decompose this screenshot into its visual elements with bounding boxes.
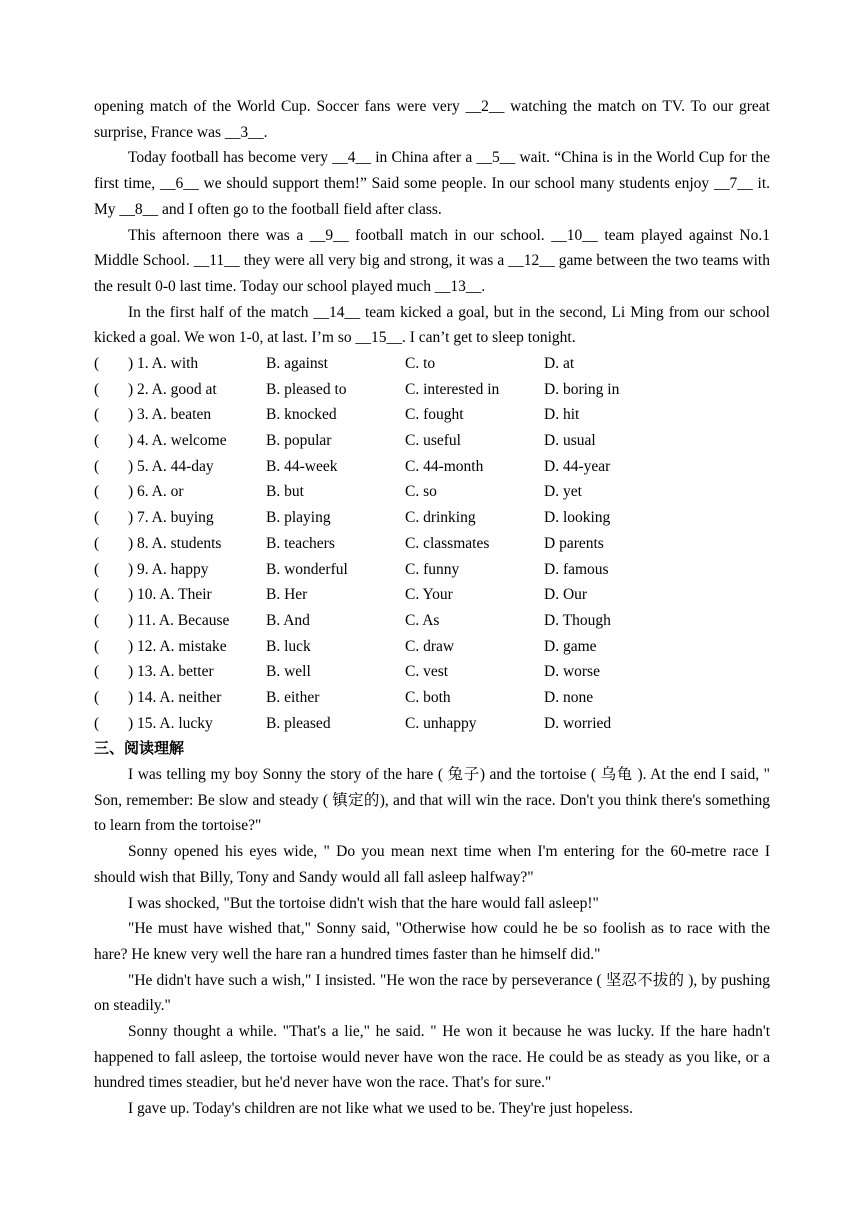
question-row bbox=[94, 634, 770, 660]
question-row bbox=[94, 608, 770, 634]
option-d: D. none bbox=[544, 688, 594, 706]
option-b: B. playing bbox=[266, 509, 331, 527]
option-d: D. usual bbox=[544, 432, 596, 450]
question-stem-option-a: ) 3. A. beaten bbox=[128, 406, 212, 424]
question-row bbox=[94, 659, 770, 685]
answer-blank[interactable]: ( bbox=[94, 611, 100, 629]
question-stem-option-a: ) 5. A. 44-day bbox=[128, 457, 214, 475]
reading-paragraph-4: "He must have wished that," Sonny said, "Otherwise how could he be so foolish as to race with the hare? He knew very well the hare ran a hundred times faster than he himself did." bbox=[94, 920, 770, 963]
reading-paragraph-7: I gave up. Today's children are not like what we used to be. They're just hopeless. bbox=[128, 1100, 633, 1118]
option-b: B. Her bbox=[266, 586, 308, 604]
question-stem-option-a: ) 13. A. better bbox=[128, 663, 214, 681]
question-row bbox=[94, 582, 770, 608]
option-c: C. unhappy bbox=[405, 714, 477, 732]
option-c: C. so bbox=[405, 483, 437, 501]
option-b: B. luck bbox=[266, 637, 311, 655]
answer-blank[interactable]: ( bbox=[94, 457, 100, 475]
option-b: B. pleased bbox=[266, 714, 331, 732]
option-d: D. worried bbox=[544, 714, 612, 732]
option-d: D. yet bbox=[544, 483, 582, 501]
reading-paragraph-1: I was telling my boy Sonny the story of the hare ( 兔子) and the tortoise ( 乌龟 ). At the end I said, " Son, remember: Be slow and steady ( 镇定的), and that will win the race. Don't you think there's something to learn from the tortoise?" bbox=[94, 766, 770, 835]
option-b: B. And bbox=[266, 611, 310, 629]
cloze-paragraph-2: Today football has become very __4__ in China after a __5__ wait. “China is in the World Cup for the first time, __6__ we should support them!” Said some people. In our school many students enjoy __7__ it. My __8__ and I often go to the football field after class. bbox=[94, 149, 770, 218]
section-title-reading: 三、阅读理解 bbox=[94, 739, 185, 758]
question-row bbox=[94, 531, 770, 557]
question-stem-option-a: ) 6. A. or bbox=[128, 483, 184, 501]
answer-blank[interactable]: ( bbox=[94, 560, 100, 578]
option-c: C. to bbox=[405, 355, 436, 373]
question-row bbox=[94, 454, 770, 480]
answer-blank[interactable]: ( bbox=[94, 586, 100, 604]
option-b: B. teachers bbox=[266, 534, 335, 552]
option-d: D. Though bbox=[544, 611, 611, 629]
cloze-question-list bbox=[94, 351, 770, 736]
answer-blank[interactable]: ( bbox=[94, 509, 100, 527]
option-b: B. against bbox=[266, 355, 328, 373]
answer-blank[interactable]: ( bbox=[94, 355, 100, 373]
option-c: C. funny bbox=[405, 560, 460, 578]
question-row bbox=[94, 428, 770, 454]
question-stem-option-a: ) 11. A. Because bbox=[128, 611, 230, 629]
question-stem-option-a: ) 14. A. neither bbox=[128, 688, 222, 706]
answer-blank[interactable]: ( bbox=[94, 534, 100, 552]
question-stem-option-a: ) 4. A. welcome bbox=[128, 432, 227, 450]
cloze-paragraph-3: This afternoon there was a __9__ football match in our school. __10__ team played against No.1 Middle School. __11__ they were all very big and strong, it was a __12__ game between the two teams with the result 0-0 last time. Today our school played much __13__. bbox=[94, 226, 770, 295]
option-b: B. but bbox=[266, 483, 304, 501]
cloze-passage bbox=[94, 94, 770, 351]
option-c: C. As bbox=[405, 611, 440, 629]
question-stem-option-a: ) 12. A. mistake bbox=[128, 637, 227, 655]
option-d: D. Our bbox=[544, 586, 588, 604]
question-row bbox=[94, 479, 770, 505]
option-c: C. both bbox=[405, 688, 451, 706]
option-d: D. 44-year bbox=[544, 457, 611, 475]
answer-blank[interactable]: ( bbox=[94, 663, 100, 681]
question-row bbox=[94, 377, 770, 403]
option-b: B. 44-week bbox=[266, 457, 338, 475]
reading-paragraph-3: I was shocked, "But the tortoise didn't wish that the hare would fall asleep!" bbox=[128, 894, 599, 912]
option-c: C. useful bbox=[405, 432, 461, 450]
option-d: D. game bbox=[544, 637, 597, 655]
reading-paragraph-2: Sonny opened his eyes wide, " Do you mean next time when I'm entering for the 60-metre race I should wish that Billy, Tony and Sandy would all fall asleep halfway?" bbox=[94, 843, 770, 886]
option-d: D. looking bbox=[544, 509, 611, 527]
question-row bbox=[94, 402, 770, 428]
option-d: D. famous bbox=[544, 560, 609, 578]
option-c: C. Your bbox=[405, 586, 453, 604]
reading-paragraph-5: "He didn't have such a wish," I insisted. "He won the race by perseverance ( 坚忍不拔的 ), by pushing on steadily." bbox=[94, 971, 770, 1015]
question-stem-option-a: ) 1. A. with bbox=[128, 355, 199, 373]
question-row bbox=[94, 685, 770, 711]
answer-blank[interactable]: ( bbox=[94, 380, 100, 398]
document-page bbox=[94, 94, 770, 1122]
reading-passage bbox=[94, 762, 770, 1122]
answer-blank[interactable]: ( bbox=[94, 483, 100, 501]
question-stem-option-a: ) 10. A. Their bbox=[128, 586, 212, 604]
option-c: C. drinking bbox=[405, 509, 476, 527]
option-d: D parents bbox=[544, 534, 604, 552]
option-c: C. classmates bbox=[405, 534, 490, 552]
answer-blank[interactable]: ( bbox=[94, 714, 100, 732]
option-d: D. at bbox=[544, 355, 575, 373]
question-stem-option-a: ) 15. A. lucky bbox=[128, 714, 213, 732]
answer-blank[interactable]: ( bbox=[94, 637, 100, 655]
reading-paragraph-6: Sonny thought a while. "That's a lie," he said. " He won it because he was lucky. If the hare hadn't happened to fall asleep, the tortoise would never have won the race. He could be as steady as you like, or a hundred times steadier, but he'd never have won the race. That's for sure." bbox=[94, 1023, 770, 1092]
option-c: C. draw bbox=[405, 637, 455, 655]
answer-blank[interactable]: ( bbox=[94, 406, 100, 424]
option-c: C. vest bbox=[405, 663, 449, 681]
question-stem-option-a: ) 9. A. happy bbox=[128, 560, 209, 578]
question-stem-option-a: ) 8. A. students bbox=[128, 534, 222, 552]
cloze-paragraph-4: In the first half of the match __14__ team kicked a goal, but in the second, Li Ming from our school kicked a goal. We won 1-0, at last. I’m so __15__. I can’t get to sleep tonight. bbox=[94, 303, 770, 347]
cloze-paragraph-1: opening match of the World Cup. Soccer fans were very __2__ watching the match on TV. To our great surprise, France was __3__. bbox=[94, 98, 770, 141]
answer-blank[interactable]: ( bbox=[94, 432, 100, 450]
question-row bbox=[94, 557, 770, 583]
option-d: D. boring in bbox=[544, 380, 620, 398]
option-b: B. knocked bbox=[266, 406, 337, 424]
question-stem-option-a: ) 2. A. good at bbox=[128, 380, 217, 398]
option-c: C. fought bbox=[405, 406, 464, 424]
option-c: C. 44-month bbox=[405, 457, 484, 475]
question-row bbox=[94, 505, 770, 531]
option-d: D. worse bbox=[544, 663, 600, 681]
option-c: C. interested in bbox=[405, 380, 500, 398]
option-b: B. pleased to bbox=[266, 380, 347, 398]
option-b: B. either bbox=[266, 688, 320, 706]
answer-blank[interactable]: ( bbox=[94, 688, 100, 706]
option-b: B. well bbox=[266, 663, 311, 681]
option-b: B. popular bbox=[266, 432, 332, 450]
question-row bbox=[94, 351, 770, 377]
option-b: B. wonderful bbox=[266, 560, 348, 578]
option-d: D. hit bbox=[544, 406, 580, 424]
question-stem-option-a: ) 7. A. buying bbox=[128, 509, 214, 527]
question-row bbox=[94, 711, 770, 737]
